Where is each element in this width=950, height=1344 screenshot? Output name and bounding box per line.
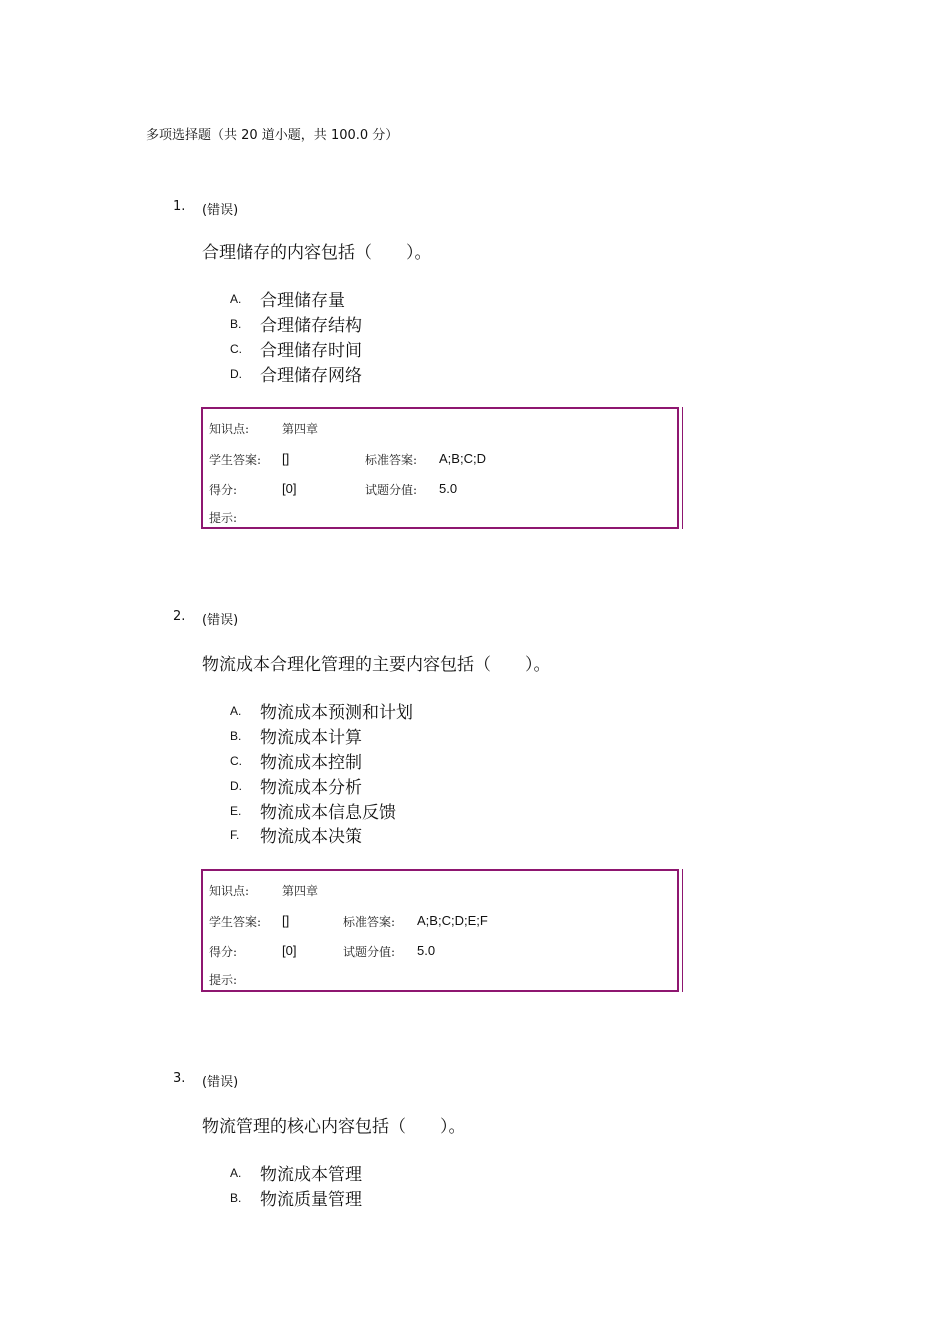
option-letter: B. (230, 729, 242, 743)
option-letter: D. (230, 779, 242, 793)
option-text: 物流成本信息反馈 (260, 803, 396, 823)
option-letter: C. (230, 342, 242, 356)
standard-answer-label: 标准答案: (365, 453, 418, 467)
question-text: 物流管理的核心内容包括（ ）。 (202, 1117, 466, 1137)
option-letter: B. (230, 1191, 242, 1205)
option-letter: C. (230, 754, 242, 768)
question-text: 物流成本合理化管理的主要内容包括（ ）。 (202, 655, 551, 675)
option-text: 合理储存网络 (260, 366, 362, 386)
option-letter: D. (230, 367, 242, 381)
question-number: 2. (173, 609, 186, 624)
question-status: (错误) (202, 613, 239, 628)
option-letter: F. (230, 828, 240, 842)
question-value-label: 试题分值: (343, 945, 396, 959)
option-text: 物流成本控制 (260, 753, 362, 773)
question-status: (错误) (202, 203, 239, 218)
standard-answer-label: 标准答案: (343, 915, 396, 929)
knowledge-label: 知识点: (209, 422, 250, 436)
answer-info-box (201, 407, 679, 529)
student-answer-label: 学生答案: (209, 453, 262, 467)
option-text: 物流质量管理 (260, 1190, 362, 1210)
option-text: 合理储存量 (260, 291, 345, 311)
score-label: 得分: (209, 483, 238, 497)
score-value: [0] (282, 943, 297, 958)
score-value: [0] (282, 481, 297, 496)
option-letter: B. (230, 317, 242, 331)
standard-answer-value: A;B;C;D;E;F (417, 913, 488, 928)
standard-answer-value: A;B;C;D (439, 451, 486, 466)
section-header: 多项选择题（共 20 道小题，共 100.0 分） (146, 128, 399, 143)
option-text: 物流成本计算 (260, 728, 362, 748)
hint-label: 提示: (209, 511, 238, 525)
student-answer-label: 学生答案: (209, 915, 262, 929)
answer-info-box (201, 869, 679, 992)
score-label: 得分: (209, 945, 238, 959)
option-letter: A. (230, 704, 242, 718)
knowledge-label: 知识点: (209, 884, 250, 898)
knowledge-value: 第四章 (282, 422, 319, 436)
question-value-label: 试题分值: (365, 483, 418, 497)
question-value: 5.0 (417, 943, 436, 958)
option-text: 物流成本管理 (260, 1165, 362, 1185)
option-text: 合理储存结构 (260, 316, 362, 336)
question-number: 3. (173, 1071, 186, 1086)
option-letter: E. (230, 804, 242, 818)
option-letter: A. (230, 1166, 242, 1180)
question-number: 1. (173, 199, 186, 214)
option-text: 物流成本预测和计划 (260, 703, 413, 723)
question-status: (错误) (202, 1075, 239, 1090)
question-text: 合理储存的内容包括（ ）。 (202, 243, 432, 263)
hint-label: 提示: (209, 973, 238, 987)
student-answer-value: [] (282, 913, 290, 928)
option-text: 物流成本决策 (260, 827, 362, 847)
option-text: 物流成本分析 (260, 778, 362, 798)
option-letter: A. (230, 292, 242, 306)
knowledge-value: 第四章 (282, 884, 319, 898)
question-value: 5.0 (439, 481, 458, 496)
option-text: 合理储存时间 (260, 341, 362, 361)
student-answer-value: [] (282, 451, 290, 466)
